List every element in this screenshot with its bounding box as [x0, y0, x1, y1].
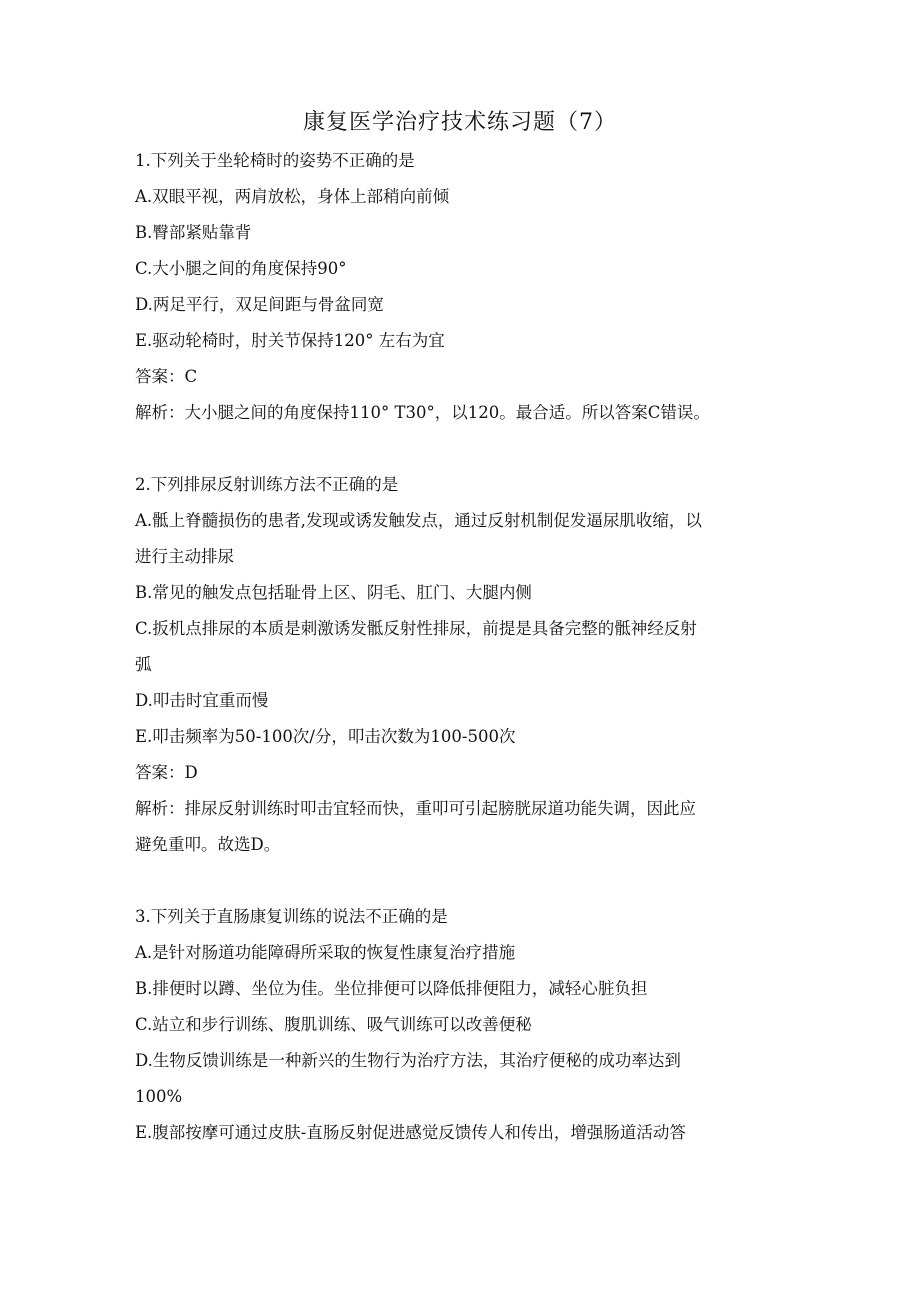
question-1-option-d: D.两足平行，双足间距与骨盆同宽	[135, 295, 384, 314]
question-2-option-b: B.常见的触发点包括耻骨上区、阴毛、肛门、大腿内侧	[135, 583, 532, 602]
question-1-option-e: E.驱动轮椅时，肘关节保持120° 左右为宜	[135, 331, 445, 350]
question-3-option-a: A.是针对肠道功能障碍所采取的恢复性康复治疗措施	[135, 943, 516, 962]
question-3-option-b: B.排便时以蹲、坐位为佳。坐位排便可以降低排便阻力，减轻心脏负担	[135, 979, 648, 998]
question-2-option-e: E.叩击频率为50-100次/分，叩击次数为100-500次	[135, 727, 516, 746]
question-3-option-e: E.腹部按摩可通过皮肤-直肠反射促进感觉反馈传人和传出，增强肠道活动答	[135, 1123, 686, 1142]
question-1-option-a: A.双眼平视，两肩放松，身体上部稍向前倾	[135, 187, 450, 206]
question-3-option-d: D.生物反馈训练是一种新兴的生物行为治疗方法，其治疗便秘的成功率达到	[135, 1051, 681, 1070]
question-2-analysis: 解析：排尿反射训练时叩击宜轻而快，重叩可引起膀胱尿道功能失调，因此应	[135, 799, 696, 818]
question-2-option-c: C.扳机点排尿的本质是刺激诱发骶反射性排尿，前提是具备完整的骶神经反射	[135, 619, 697, 638]
question-1-option-b: B.臀部紧贴靠背	[135, 223, 252, 242]
question-2-analysis-cont: 避免重叩。故选D。	[135, 835, 281, 854]
question-list	[135, 143, 785, 1151]
question-1-stem: 1.下列关于坐轮椅时的姿势不正确的是	[135, 151, 415, 170]
question-spacer	[135, 431, 785, 467]
question-2-option-a-cont: 进行主动排尿	[135, 547, 234, 566]
question-2-answer: 答案：D	[135, 763, 198, 782]
question-1-option-c: C.大小腿之间的角度保持90°	[135, 259, 347, 278]
document-title: 康复医学治疗技术练习题（7）	[303, 110, 617, 135]
question-2-stem: 2.下列排尿反射训练方法不正确的是	[135, 475, 399, 494]
question-2-option-c-cont: 弧	[135, 655, 152, 674]
question-3-stem: 3.下列关于直肠康复训练的说法不正确的是	[135, 907, 448, 926]
question-2-option-d: D.叩击时宜重而慢	[135, 691, 269, 710]
question-spacer	[135, 863, 785, 899]
question-3-option-c: C.站立和步行训练、腹肌训练、吸气训练可以改善便秘	[135, 1015, 532, 1034]
question-3-option-d-cont: 100%	[135, 1087, 183, 1106]
question-2-option-a: A.骶上脊髓损伤的患者,发现或诱发触发点，通过反射机制促发逼尿肌收缩，以	[135, 511, 702, 530]
question-1-answer: 答案：C	[135, 367, 198, 386]
question-1-analysis: 解析：大小腿之间的角度保持110° T30°，以120。最合适。所以答案C错误。	[135, 403, 710, 422]
